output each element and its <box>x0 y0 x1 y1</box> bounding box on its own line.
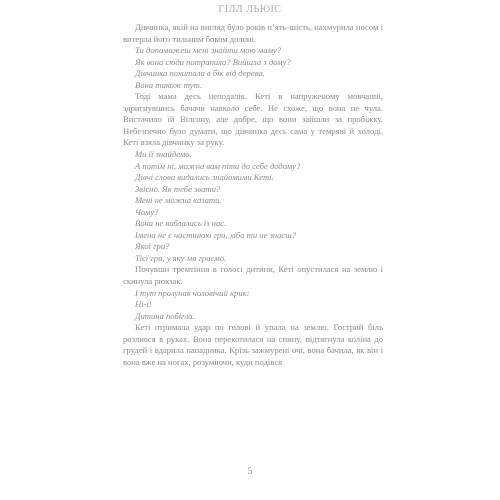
paragraph: Ні-і! <box>135 299 152 310</box>
page-number: 5 <box>247 466 253 476</box>
paragraph: Дівчинка, якій на вигляд було років п’ять-шість, нахмурила носом і витерла його тильним боком долоні. <box>123 22 383 44</box>
paragraph: Почувши тремтіння в голосі дитини, Кеті опустилася на землю і скинула рюкзак. <box>123 264 383 287</box>
paragraph: Імена не є частиною гри, хіба ти не знаєш? <box>135 229 297 240</box>
paragraph: Вона не виблалась із нас. <box>135 218 227 229</box>
paragraph: Чому? <box>135 206 159 217</box>
running-head: ГІЛЛ ЛЬЮІС <box>218 4 282 15</box>
paragraph: І тут пролунав чоловічий крик: <box>135 287 250 298</box>
paragraph: Звісно. Як тебе звати? <box>135 183 221 194</box>
paragraph: Якої гри? <box>135 241 170 252</box>
paragraph: Як вона сюди потрапила? Вийшла з дому? <box>135 56 291 67</box>
paragraph: Тієї гри, у яку ми граємо. <box>135 252 227 263</box>
paragraph: Вона також тут. <box>135 79 203 90</box>
body-text <box>123 22 383 368</box>
paragraph: А потім ні, можна вам піти до себе додому? <box>135 160 301 171</box>
paragraph: Кеті отримала удар по голові й упала на землю. Гострий біль розлився в руках. Вона перекотилася на спину, підтягнула коліна до грудей і вдарила нападника. Крізь зажмурені очі, вона бачила, як він і вона вже на ногах, розуміючи, куди подівся <box>123 322 383 367</box>
paragraph: Тоді мама десь неподалік. Кеті в напруженому мовчанні, здригнувшись бачачи навколо себе. Не схоже, що вона не чула. Вистачило їй Вілсону, але добре, що вони зайшли за пробіжку. Небезпечно було думати, що дівчинка десь сама у темряві й холоді. Кеті взяла дівчинку за руку. <box>123 91 383 148</box>
paragraph: Ти допоможеш мені знайти мою маму? <box>135 45 282 56</box>
paragraph: Мені не можна казати. <box>135 195 222 206</box>
paragraph: Дівчі слова видались знайомими Кеті. <box>135 172 274 183</box>
paragraph: Ми її знайдемо. <box>135 149 192 160</box>
paragraph: Дівчинка похитала в бік від дерева. <box>135 68 265 79</box>
paragraph: Дитина побігла. <box>135 310 195 321</box>
